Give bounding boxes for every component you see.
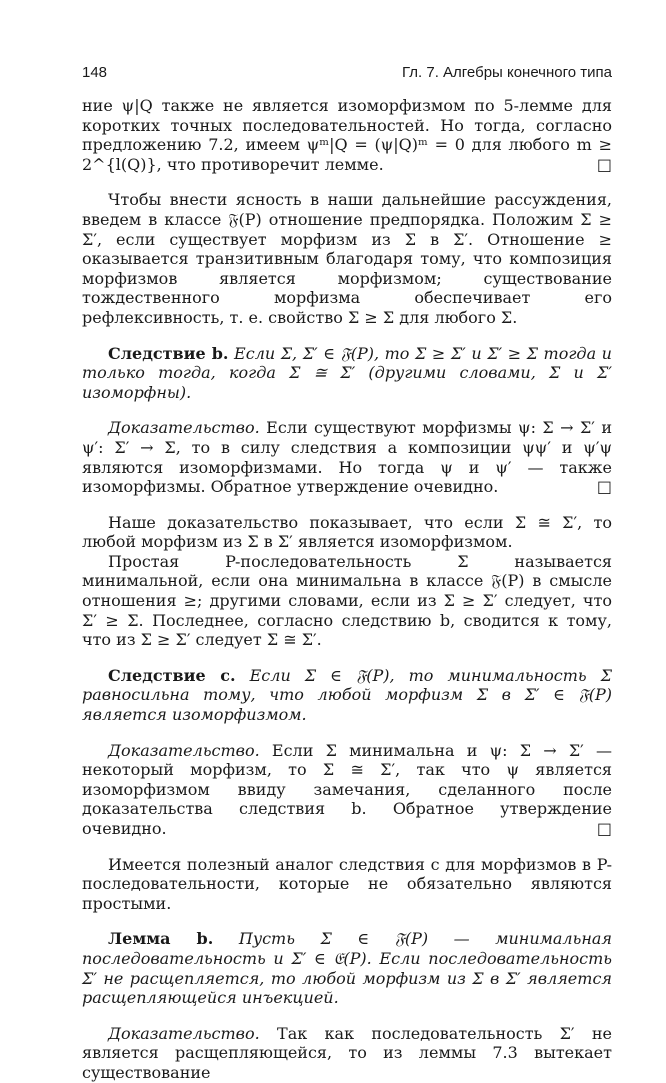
paragraph-isomorphism-remark: Наше доказательство показывает, что если Σ ≅ Σ′, то любой морфизм из Σ в Σ′ является изоморфизмом. (82, 512, 612, 552)
proof-b-label: Доказательство. (108, 418, 260, 438)
running-header (82, 64, 612, 86)
corollary-c-statement: Если Σ ∈ 𝔉(P), то минимальность Σ равносильна тому, что любой морфизм Σ в Σ′ ∈ 𝔉(P) является изоморфизмом. (82, 665, 612, 725)
lemma-b-label: Лемма b. (108, 929, 214, 949)
corollary-b (82, 344, 612, 403)
page-number: 148 (82, 64, 108, 81)
qed-symbol: □ (596, 819, 612, 838)
proof-lemma-b-label: Доказательство. (108, 1023, 260, 1043)
paragraph-minimal-definition: Простая P-последовательность Σ называется минимальной, если она минимальна в классе 𝔉(P) в смысле отношения ≥; другими словами, если из Σ ≥ Σ′ следует, что Σ′ ≥ Σ. Последнее, согласно следствию b, сводится к тому, что из Σ ≥ Σ′ следует Σ ≅ Σ′. (82, 551, 612, 650)
proof-c-label: Доказательство. (108, 740, 260, 760)
paragraph-preorder: Чтобы внести ясность в наши дальнейшие рассуждения, введем в классе 𝔉(P) отношение предпорядка. Положим Σ ≥ Σ′, если существует морфизм из Σ в Σ′. Отношение ≥ оказывается транзитивным благодаря тому, что композиция морфизмов является морфизмом; существование тождественного морфизма обеспечивает его рефлексивность, т. е. свойство Σ ≥ Σ для любого Σ. (82, 190, 612, 327)
paragraph-analog: Имеется полезный аналог следствия c для морфизмов в P-последовательности, которые не обязательно являются простыми. (82, 854, 612, 913)
corollary-b-label: Следствие b. (108, 343, 229, 363)
chapter-title: Гл. 7. Алгебры конечного типа (401, 64, 612, 81)
lemma-b-statement: Пусть Σ ∈ 𝔉(P) — минимальная последовательность и Σ′ ∈ 𝔈(P). Если последовательность Σ′ не расщепляется, то любой морфизм из Σ в Σ′ является расщепляющейся инъекцией. (82, 929, 613, 1008)
corollary-c-label: Следствие c. (108, 665, 236, 685)
body-text (82, 96, 612, 1083)
corollary-b-statement: Если Σ, Σ′ ∈ 𝔉(P), то Σ ≥ Σ′ и Σ′ ≥ Σ тогда и только тогда, когда Σ ≅ Σ′ (другими словами, Σ и Σ′ изоморфны). (82, 343, 612, 402)
qed-symbol: □ (596, 477, 612, 497)
proof-b: Доказательство. Если существуют морфизмы ψ: Σ → Σ′ и ψ′: Σ′ → Σ, то в силу следствия a композиции ψψ′ и ψ′ψ являются изоморфизмами. Но тогда ψ и ψ′ — также изоморфизмы. Обратное утверждение очевидно. □ (82, 418, 613, 497)
proof-c: Доказательство. Если Σ минимальна и ψ: Σ → Σ′ — некоторый морфизм, то Σ ≅ Σ′, так что ψ является изоморфизмом ввиду замечания, сделанного после доказательства следствия b. Обратное утверждение очевидно. □ (82, 740, 613, 838)
lemma-b (82, 929, 612, 1007)
paragraph-1: ние ψ|Q также не является изоморфизмом по 5-лемме для коротких точных последовательностей. Но тогда, согласно предложению 7.2, имеем ψᵐ|Q = (ψ|Q)ᵐ = 0 для любого m ≥ 2^{l(Q)}, что противоречит лемме. □ (82, 96, 612, 174)
proof-lemma-b: Доказательство. Так как последовательность Σ′ не является расщепляющейся, то из леммы 7.3 вытекает существование (82, 1023, 612, 1082)
qed-symbol: □ (596, 154, 612, 174)
corollary-c (82, 666, 612, 725)
